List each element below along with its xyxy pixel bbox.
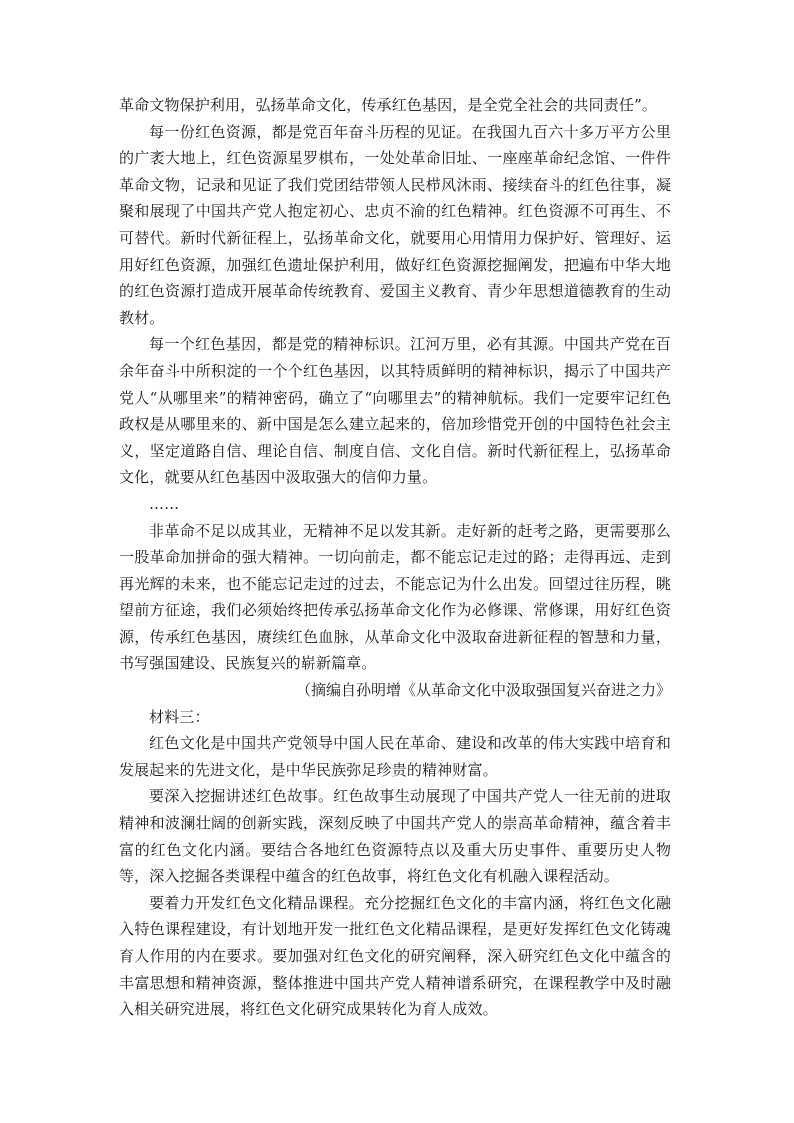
document-page: [119, 92, 671, 1023]
ellipsis: ……: [149, 494, 180, 513]
paragraph-3: 每一个红色基因，都是党的精神标识。江河万里，必有其源。中国共产党在百余年奋斗中所积淀的一个个红色基因，以其特质鲜明的精神标识，揭示了中国共产党人“从哪里来”的精神密码，确立了“向哪里去”的精神航标。我们一定要牢记红色政权是从哪里来的、新中国是怎么建立起来的，倍加珍惜党开创的中国特色社会主义，坚定道路自信、理论自信、制度自信、文化自信。新时代新征程上，弘扬革命文化，就要从红色基因中汲取强大的信仰力量。: [119, 335, 671, 487]
paragraph-6: 要深入挖掘讲述红色故事。红色故事生动展现了中国共产党人一往无前的进取精神和波澜壮阔的创新实践，深刻反映了中国共产党人的崇高革命精神，蕴含着丰富的红色文化内涵。要结合各地红色资源特点以及重大历史事件、重要历史人物等，深入挖掘各类课程中蕴含的红色故事，将红色文化有机融入课程活动。: [119, 787, 671, 886]
paragraph-2: 每一份红色资源，都是党百年奋斗历程的见证。在我国九百六十多万平方公里的广袤大地上，红色资源星罗棋布，一处处革命旧址、一座座革命纪念馆、一件件革命文物，记录和见证了我们党团结带领人民栉风沐雨、接续奋斗的红色往事，凝聚和展现了中国共产党人抱定初心、忠贞不渝的红色精神。红色资源不可再生、不可替代。新时代新征程上，弘扬革命文化，就要用心用情用力保护好、管理好、运用好红色资源，加强红色遗址保护利用，做好红色资源挖掘阐发，把遍布中华大地的红色资源打造成开展革命传统教育、爱国主义教育、青少年思想道德教育的生动教材。: [119, 122, 671, 327]
paragraph-5: 红色文化是中国共产党领导中国人民在革命、建设和改革的伟大实践中培育和发展起来的先进文化，是中华民族弥足珍贵的精神财富。: [119, 734, 671, 779]
source-citation: （摘编自孙明增《从革命文化中汲取强国复兴奋进之力》: [295, 681, 671, 700]
paragraph-4: 非革命不足以成其业，无精神不足以发其新。走好新的赶考之路，更需要那么一股革命加拼命的强大精神。一切向前走，都不能忘记走过的路；走得再远、走到再光辉的未来，也不能忘记走过的过去，不能忘记为什么出发。回望过往历程，眺望前方征途，我们必须始终把传承弘扬革命文化作为必修课、常修课，用好红色资源，传承红色基因，赓续红色血脉，从革命文化中汲取奋进新征程的智慧和力量，书写强国建设、民族复兴的崭新篇章。: [119, 521, 671, 673]
paragraph-1: 革命文物保护利用，弘扬革命文化，传承红色基因，是全党全社会的共同责任”。: [119, 96, 658, 114]
paragraph-7: 要着力开发红色文化精品课程。充分挖掘红色文化的丰富内涵，将红色文化融入特色课程建设，有计划地开发一批红色文化精品课程，是更好发挥红色文化铸魂育人作用的内在要求。要加强对红色文化的研究阐释，深入研究红色文化中蕴含的丰富思想和精神资源，整体推进中国共产党人精神谱系研究，在课程教学中及时融入相关研究进展，将红色文化研究成果转化为育人成效。: [119, 893, 671, 1019]
material-3-heading: 材料三：: [149, 707, 210, 726]
